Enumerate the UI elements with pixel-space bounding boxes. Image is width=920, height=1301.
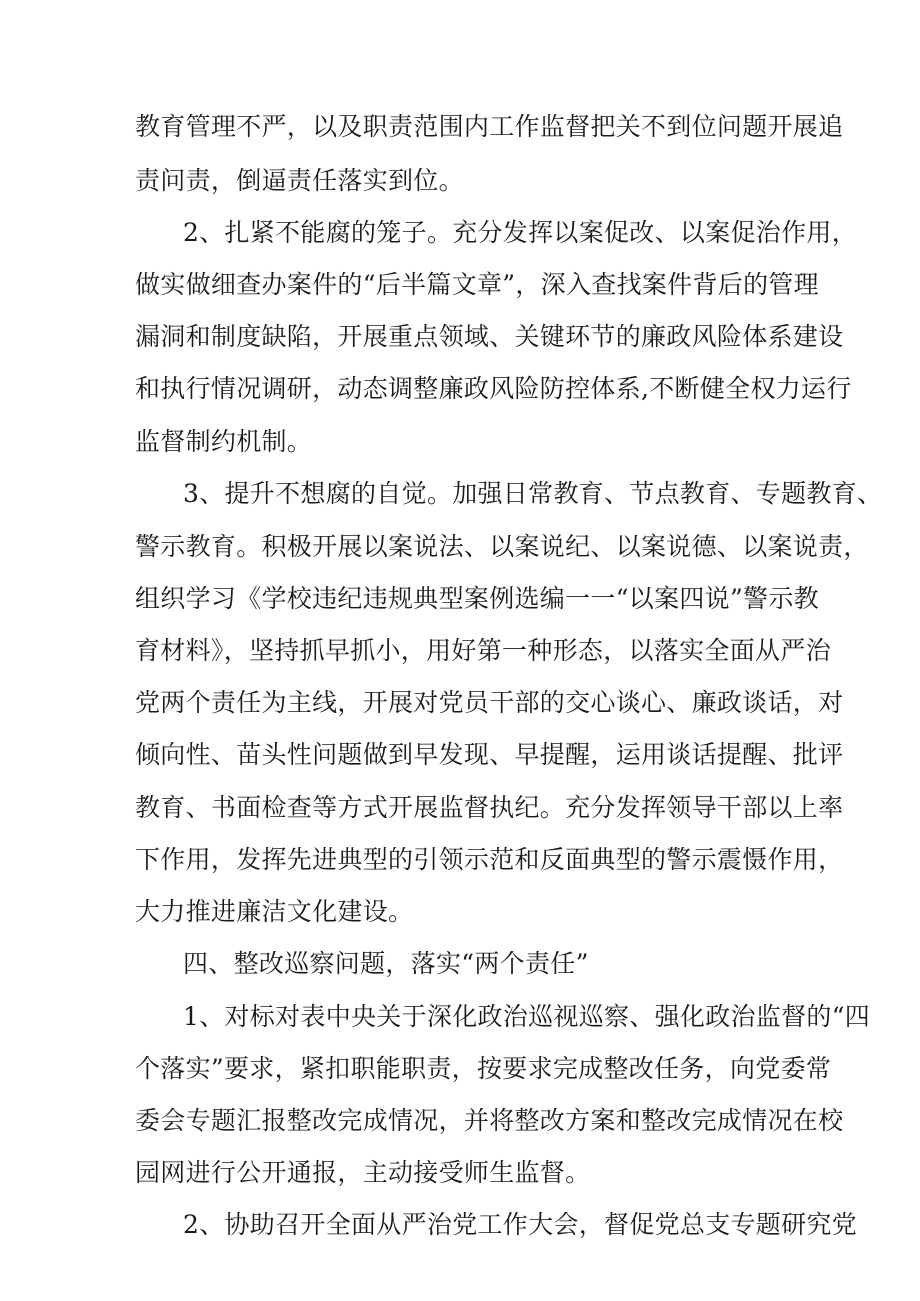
paragraph-line: 倾向性、苗头性问题做到早发现、早提醒，运用谈话提醒、批评 xyxy=(135,740,844,769)
paragraph-line: 教育、书面检查等方式开展监督执纪。充分发挥领导干部以上率 xyxy=(135,793,844,822)
paragraph-line: 3、提升不想腐的自觉。加强日常教育、节点教育、专题教育、 xyxy=(183,479,883,508)
paragraph-line: 监督制约机制。 xyxy=(135,427,313,456)
paragraph-line: 和执行情况调研，动态调整廉政风险防控体系,不断健全权力运行 xyxy=(135,374,852,403)
paragraph-line: 警示教育。积极开展以案说法、以案说纪、以案说德、以案说责， xyxy=(135,532,869,561)
paragraph-line: 育材料》，坚持抓早抓小，用好第一种形态，以落实全面从严治 xyxy=(135,636,831,665)
paragraph-line: 2、协助召开全面从严治党工作大会，督促党总支专题研究党 xyxy=(183,1210,858,1239)
paragraph-line: 园网进行公开通报，主动接受师生监督。 xyxy=(135,1158,591,1187)
paragraph-line: 2、扎紧不能腐的笼子。充分发挥以案促改、以案促治作用， xyxy=(183,218,858,247)
paragraph-line: 责问责，倒逼责任落实到位。 xyxy=(135,166,464,195)
paragraph-line: 委会专题汇报整改完成情况，并将整改方案和整改完成情况在校 xyxy=(135,1106,844,1135)
paragraph-line: 个落实”要求，紧扣职能职责，按要求完成整改任务，向党委常 xyxy=(135,1054,832,1083)
paragraph-line: 组织学习《学校违纪违规典型案例选编一一“以案四说”警示教 xyxy=(135,584,819,613)
paragraph-line: 下作用，发挥先进典型的引领示范和反面典型的警示震慑作用， xyxy=(135,845,844,874)
paragraph-line: 教育管理不严，以及职责范围内工作监督把关不到位问题开展追 xyxy=(135,112,844,141)
paragraph-line: 漏洞和制度缺陷，开展重点领域、关键环节的廉政风险体系建设 xyxy=(135,322,844,351)
paragraph-line: 党两个责任为主线，开展对党员干部的交心谈心、廉政谈话，对 xyxy=(135,688,844,717)
section-heading: 四、整改巡察问题，落实“两个责任” xyxy=(183,949,589,978)
paragraph-line: 1、对标对表中央关于深化政治巡视巡察、强化政治监督的“四 xyxy=(183,1002,871,1031)
paragraph-line: 大力推进廉洁文化建设。 xyxy=(135,897,414,926)
paragraph-line: 做实做细查办案件的“后半篇文章”，深入查找案件背后的管理 xyxy=(135,270,819,299)
